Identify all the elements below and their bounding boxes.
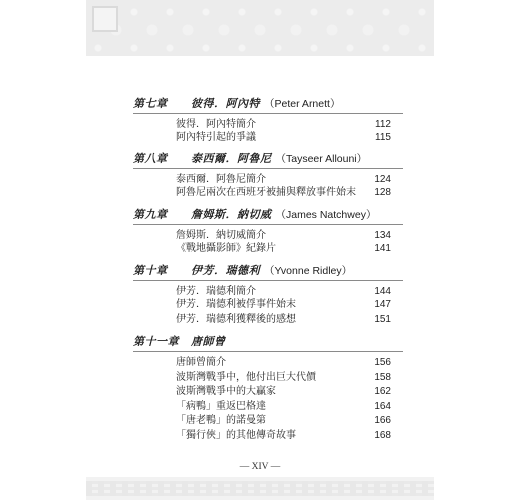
chapter-name: 詹姆斯．納切威: [191, 208, 272, 221]
footer-pattern: [86, 481, 434, 496]
entry-page: 134: [374, 230, 391, 241]
entry-title: 唐師曾簡介: [176, 357, 226, 368]
entry-title: 伊芳．瑞德利簡介: [176, 286, 256, 297]
chapter-name: 彼得．阿內特: [191, 97, 260, 110]
toc-entry[interactable]: [176, 313, 391, 327]
entry-title: 伊芳．瑞德利獲釋後的感想: [176, 314, 296, 325]
entry-page: 164: [374, 401, 391, 412]
chapter-heading: [133, 334, 230, 350]
entry-title: 波斯灣戰爭中的大贏家: [176, 386, 276, 397]
entry-page: 147: [374, 299, 391, 310]
chapter-english-name: （James Natchwey）: [275, 209, 377, 221]
chapter-heading: [133, 263, 352, 279]
toc-entry[interactable]: [176, 414, 391, 428]
chapter-number: 第八章: [133, 152, 168, 165]
entry-title: 「獨行俠」的其他傳奇故事: [176, 430, 296, 441]
toc-entry[interactable]: [176, 173, 391, 187]
entry-page: 162: [374, 386, 391, 397]
toc-entry[interactable]: [176, 186, 391, 200]
entry-title: 阿魯尼兩次在西班牙被捕與釋放事件始末: [176, 187, 356, 198]
toc-entry[interactable]: [176, 429, 391, 443]
toc-entry[interactable]: [176, 298, 391, 312]
entry-page: 158: [374, 372, 391, 383]
entry-title: 阿內特引起的爭議: [176, 132, 256, 143]
chapter-name: 伊芳．瑞德利: [191, 264, 260, 277]
entry-page: 144: [374, 286, 391, 297]
header-decoration: [86, 0, 434, 56]
chapter-number: 第七章: [133, 97, 168, 110]
chapter-english-name: （Yvonne Ridley）: [264, 265, 353, 277]
chapter-number: 第十章: [133, 264, 168, 277]
entry-title: 波斯灣戰爭中，他付出巨大代價: [176, 372, 316, 383]
chapter-heading: [133, 207, 376, 223]
entry-page: 151: [374, 314, 391, 325]
corner-seal-ornament: [92, 6, 118, 32]
entry-title: 詹姆斯．納切威簡介: [176, 230, 266, 241]
chapter-divider: [133, 224, 403, 225]
entry-page: 124: [374, 174, 391, 185]
chapter-divider: [133, 280, 403, 281]
chapter-heading: [133, 96, 340, 112]
chapter-divider: [133, 168, 403, 169]
entry-page: 156: [374, 357, 391, 368]
entry-title: 「唐老鴨」的諾曼第: [176, 415, 266, 426]
toc-entry[interactable]: [176, 371, 391, 385]
entry-page: 166: [374, 415, 391, 426]
entry-title: 《戰地攝影師》紀錄片: [176, 243, 276, 254]
toc-entry[interactable]: [176, 131, 391, 145]
chapter-number: 第九章: [133, 208, 168, 221]
toc-entry[interactable]: [176, 385, 391, 399]
header-pattern: [86, 0, 434, 56]
entry-title: 彼得．阿內特簡介: [176, 119, 256, 130]
chapter-number: 第十一章: [133, 335, 179, 348]
chapter-heading: [133, 151, 367, 167]
entry-title: 伊芳．瑞德利被俘事件始末: [176, 299, 296, 310]
entry-page: 112: [375, 119, 391, 130]
toc-entry[interactable]: [176, 118, 391, 132]
entry-page: 141: [374, 243, 391, 254]
chapter-english-name: （Peter Arnett）: [264, 98, 341, 110]
entry-title: 「病鴨」重返巴格達: [176, 401, 266, 412]
entry-page: 128: [374, 187, 391, 198]
chapter-divider: [133, 113, 403, 114]
chapter-name: 唐師曾: [191, 335, 226, 348]
toc-entry[interactable]: [176, 356, 391, 370]
entry-page: 115: [375, 132, 391, 143]
toc-entry[interactable]: [176, 229, 391, 243]
toc-entry[interactable]: [176, 242, 391, 256]
entry-page: 168: [374, 430, 391, 441]
toc-entry[interactable]: [176, 285, 391, 299]
chapter-name: 泰西爾．阿魯尼: [191, 152, 272, 165]
footer-decoration: [86, 477, 434, 500]
toc-entry[interactable]: [176, 400, 391, 414]
entry-title: 泰西爾．阿魯尼簡介: [176, 174, 266, 185]
chapter-english-name: （Tayseer Allouni）: [275, 153, 368, 165]
chapter-divider: [133, 351, 403, 352]
page-number: — XIV —: [239, 462, 281, 472]
